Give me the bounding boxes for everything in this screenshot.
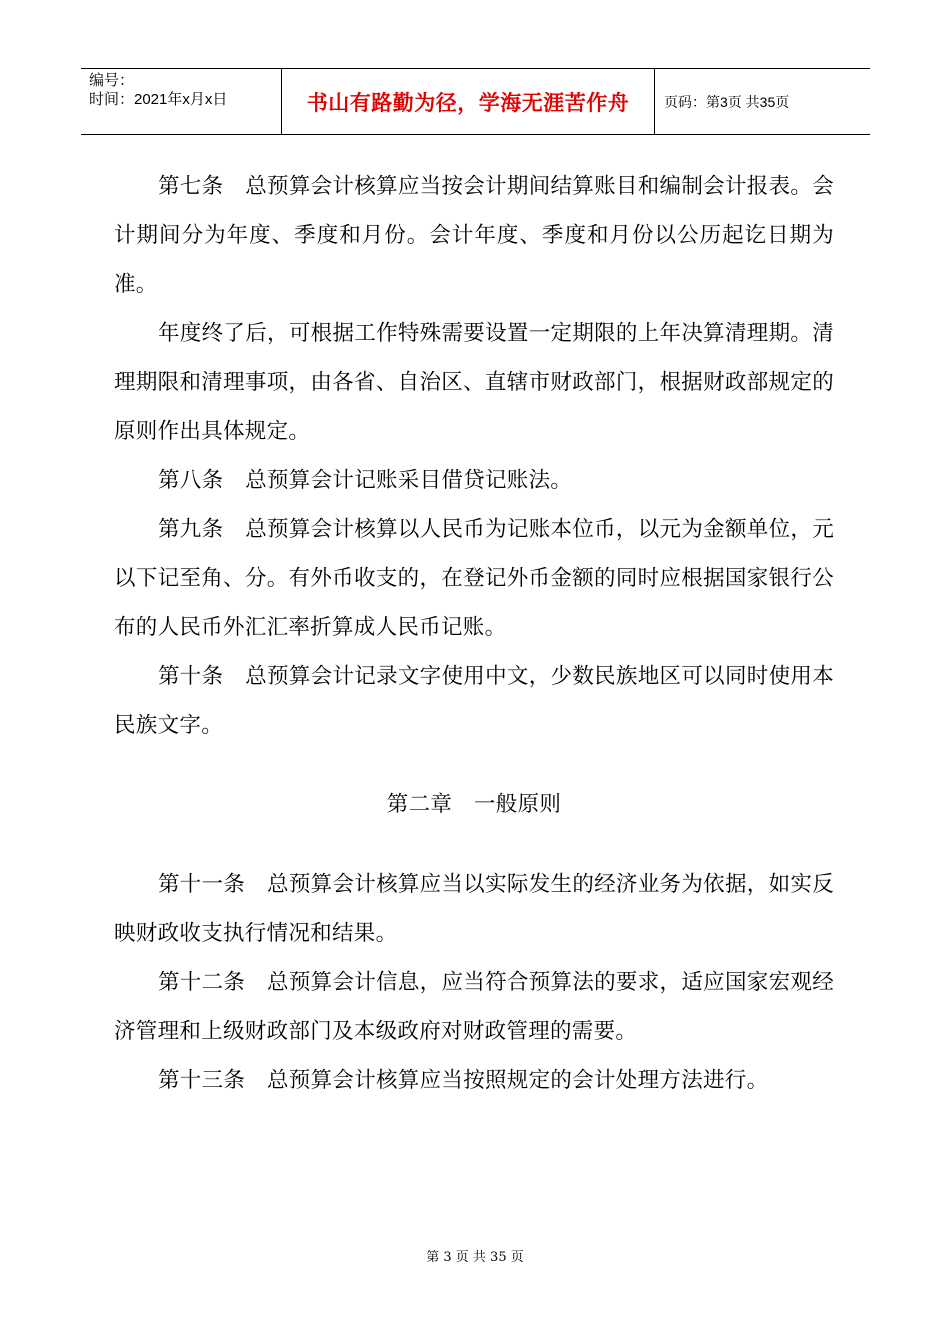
article-paragraph: 第七条 总预算会计核算应当按会计期间结算账目和编制会计报表。会计期间分为年度、季度和月份。会计年度、季度和月份以公历起讫日期为准。 <box>114 174 834 297</box>
article-paragraph: 第十一条 总预算会计核算应当以实际发生的经济业务为依据，如实反映财政收支执行情况和结果。 <box>114 872 834 946</box>
header-page-cell <box>655 69 870 134</box>
article-paragraph: 年度终了后，可根据工作特殊需要设置一定期限的上年决算清理期。清理期限和清理事项，由各省、自治区、直辖市财政部门，根据财政部规定的原则作出具体规定。 <box>114 321 834 444</box>
chapter-heading: 第二章 一般原则 <box>386 792 562 817</box>
header-motto-cell <box>282 69 655 134</box>
page-header-table <box>81 68 870 135</box>
article-paragraph: 第九条 总预算会计核算以人民币为记账本位币，以元为金额单位，元以下记至角、分。有外币收支的，在登记外币金额的同时应根据国家银行公布的人民币外汇汇率折算成人民币记账。 <box>114 517 834 640</box>
article-paragraph: 第八条 总预算会计记账采目借贷记账法。 <box>158 468 573 493</box>
document-date-label: 时间：2021年x月x日 <box>89 91 228 108</box>
page-footer: 第 3 页 共 35 页 <box>426 1250 524 1265</box>
article-paragraph: 第十条 总预算会计记录文字使用中文，少数民族地区可以同时使用本民族文字。 <box>114 664 834 738</box>
header-motto: 书山有路勤为径，学海无涯苦作舟 <box>306 90 630 115</box>
article-paragraph: 第十二条 总预算会计信息，应当符合预算法的要求，适应国家宏观经济管理和上级财政部门及本级政府对财政管理的需要。 <box>114 970 834 1044</box>
header-page-info: 页码：第3页 共35页 <box>664 93 790 110</box>
header-meta-cell <box>81 69 282 134</box>
article-paragraph: 第十三条 总预算会计核算应当按照规定的会计处理方法进行。 <box>158 1068 769 1093</box>
document-number-label: 编号： <box>89 72 135 89</box>
document-body <box>114 162 834 1105</box>
